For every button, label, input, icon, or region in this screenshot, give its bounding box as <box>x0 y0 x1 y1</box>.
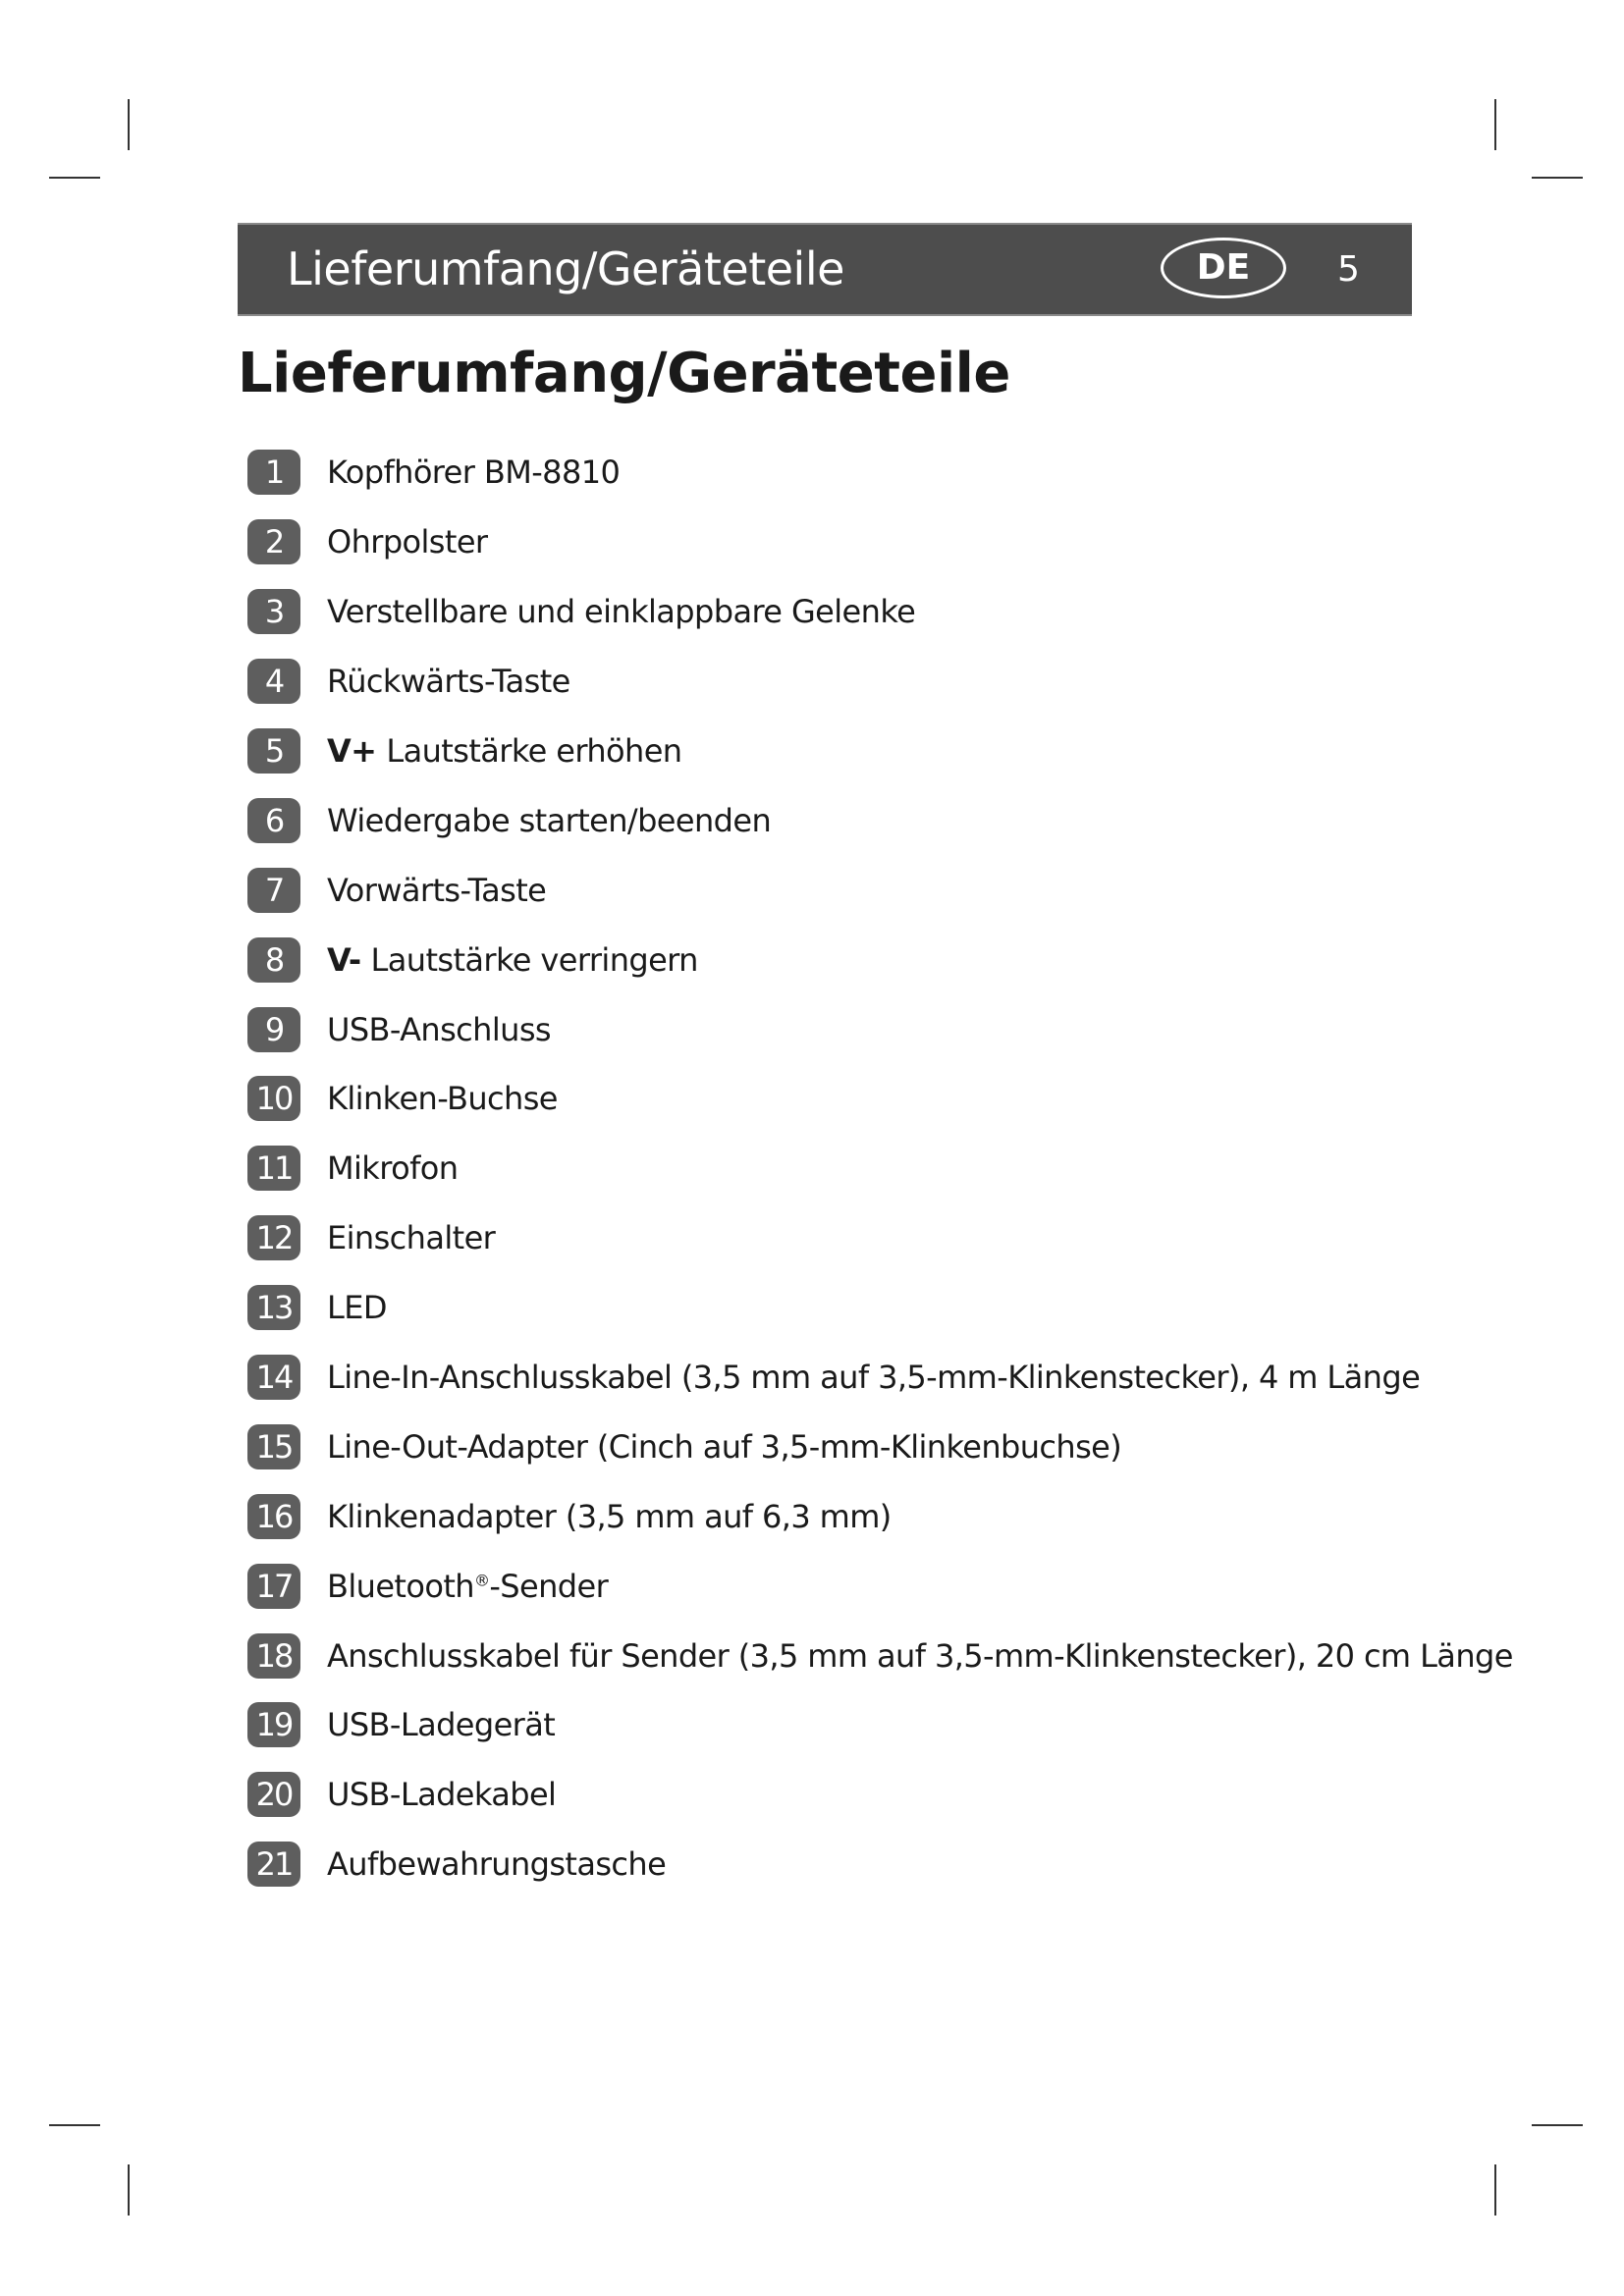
part-number-badge: 13 <box>247 1285 300 1330</box>
list-item <box>247 1134 1406 1203</box>
list-item <box>247 647 1406 717</box>
part-number-badge: 20 <box>247 1772 300 1817</box>
part-label <box>327 732 681 770</box>
page-number: 5 <box>1337 249 1360 290</box>
section-header-bar <box>238 223 1412 316</box>
part-label <box>327 802 771 839</box>
page-title: Lieferumfang/Geräteteile <box>238 342 1010 405</box>
part-label <box>327 1359 1420 1396</box>
crop-mark-bottom-right-vertical <box>1494 2164 1496 2216</box>
list-item <box>247 1481 1406 1551</box>
part-number-badge: 14 <box>247 1355 300 1400</box>
part-label-text: Aufbewahrungstasche <box>327 1845 667 1884</box>
part-number-badge: 5 <box>247 728 300 774</box>
part-number-badge: 9 <box>247 1007 300 1052</box>
part-label-prefix: V+ <box>327 732 377 770</box>
list-item <box>247 1273 1406 1343</box>
part-number-badge: 21 <box>247 1842 300 1887</box>
part-number-badge: 16 <box>247 1494 300 1539</box>
part-label <box>327 1289 387 1326</box>
part-label-text: Line-In-Anschlusskabel (3,5 mm auf 3,5-mm-Klinkenstecker), 4 m Länge <box>327 1359 1421 1397</box>
part-label-text: Wiedergabe starten/beenden <box>327 801 772 839</box>
part-number-badge: 1 <box>247 450 300 495</box>
part-label-text: USB-Anschluss <box>327 1010 551 1048</box>
crop-mark-bottom-right-horizontal <box>1532 2124 1583 2126</box>
parts-list <box>247 438 1513 1899</box>
part-label-text: Mikrofon <box>327 1149 459 1188</box>
part-label <box>327 1776 556 1813</box>
registered-mark: ® <box>473 1571 490 1590</box>
list-item <box>247 925 1406 994</box>
part-label-text: Vorwärts-Taste <box>327 871 547 909</box>
part-label-text: Verstellbare und einklappbare Gelenke <box>327 593 916 631</box>
part-number-badge: 12 <box>247 1215 300 1260</box>
list-item <box>247 507 1406 577</box>
part-label <box>327 872 546 909</box>
list-item <box>247 1343 1421 1413</box>
crop-mark-top-left-vertical <box>128 99 130 150</box>
part-label <box>327 1219 495 1256</box>
crop-mark-bottom-left-vertical <box>128 2164 130 2216</box>
part-label <box>327 523 487 561</box>
part-number-badge: 19 <box>247 1702 300 1747</box>
list-item <box>247 1064 1406 1134</box>
part-label <box>327 1149 458 1187</box>
section-header-title: Lieferumfang/Geräteteile <box>287 242 844 295</box>
part-label <box>327 1080 558 1117</box>
part-number-badge: 2 <box>247 519 300 564</box>
part-label <box>327 593 915 630</box>
list-item <box>247 785 1406 855</box>
list-item <box>247 577 1406 647</box>
part-label-text: LED <box>327 1289 387 1327</box>
part-label <box>327 1637 1513 1675</box>
crop-mark-top-left-horizontal <box>49 177 100 179</box>
part-number-badge: 3 <box>247 589 300 634</box>
list-item <box>247 1551 1406 1621</box>
list-item <box>247 855 1406 925</box>
crop-mark-bottom-left-horizontal <box>49 2124 100 2126</box>
part-label-text: USB-Ladekabel <box>327 1776 557 1814</box>
part-label-text: Kopfhörer BM-8810 <box>327 454 621 492</box>
part-number-badge: 7 <box>247 868 300 913</box>
list-item <box>247 438 1406 507</box>
list-item <box>247 717 1406 786</box>
part-label-text: Lautstärke verringern <box>370 940 698 979</box>
list-item <box>247 1412 1406 1481</box>
part-label-text: Klinken-Buchse <box>327 1080 558 1118</box>
part-number-badge: 4 <box>247 659 300 704</box>
list-item <box>247 1760 1406 1830</box>
part-label-text: Ohrpolster <box>327 523 488 561</box>
crop-mark-top-right-vertical <box>1494 99 1496 150</box>
part-label-text: Anschlusskabel für Sender (3,5 mm auf 3,5-mm-Klinkenstecker), 20 cm Länge <box>327 1636 1513 1675</box>
part-number-badge: 11 <box>247 1146 300 1191</box>
part-label-text: Einschalter <box>327 1219 496 1257</box>
part-label <box>327 941 698 979</box>
part-label-text: Lautstärke erhöhen <box>386 732 682 770</box>
part-label-text: Bluetooth <box>327 1567 474 1605</box>
part-number-badge: 8 <box>247 937 300 983</box>
list-item <box>247 1621 1513 1690</box>
part-label <box>327 1568 608 1605</box>
part-label-text: Line-Out-Adapter (Cinch auf 3,5-mm-Klinkenbuchse) <box>327 1427 1122 1466</box>
part-label-suffix: -Sender <box>489 1567 609 1605</box>
part-label <box>327 1428 1121 1466</box>
part-label-prefix: V- <box>327 940 361 979</box>
part-label-text: Rückwärts-Taste <box>327 663 570 701</box>
part-label <box>327 454 620 491</box>
part-label <box>327 1011 551 1048</box>
part-number-badge: 15 <box>247 1424 300 1469</box>
part-label-text: USB-Ladegerät <box>327 1706 556 1744</box>
part-label <box>327 663 570 700</box>
part-number-badge: 17 <box>247 1564 300 1609</box>
crop-mark-top-right-horizontal <box>1532 177 1583 179</box>
part-label <box>327 1706 555 1743</box>
list-item <box>247 994 1406 1064</box>
part-number-badge: 18 <box>247 1633 300 1679</box>
list-item <box>247 1830 1406 1899</box>
part-label-text: Klinkenadapter (3,5 mm auf 6,3 mm) <box>327 1497 892 1535</box>
part-label <box>327 1498 892 1535</box>
part-number-badge: 6 <box>247 798 300 843</box>
language-badge: DE <box>1161 238 1286 298</box>
list-item <box>247 1690 1406 1760</box>
part-number-badge: 10 <box>247 1076 300 1121</box>
part-label <box>327 1845 666 1883</box>
list-item <box>247 1203 1406 1273</box>
